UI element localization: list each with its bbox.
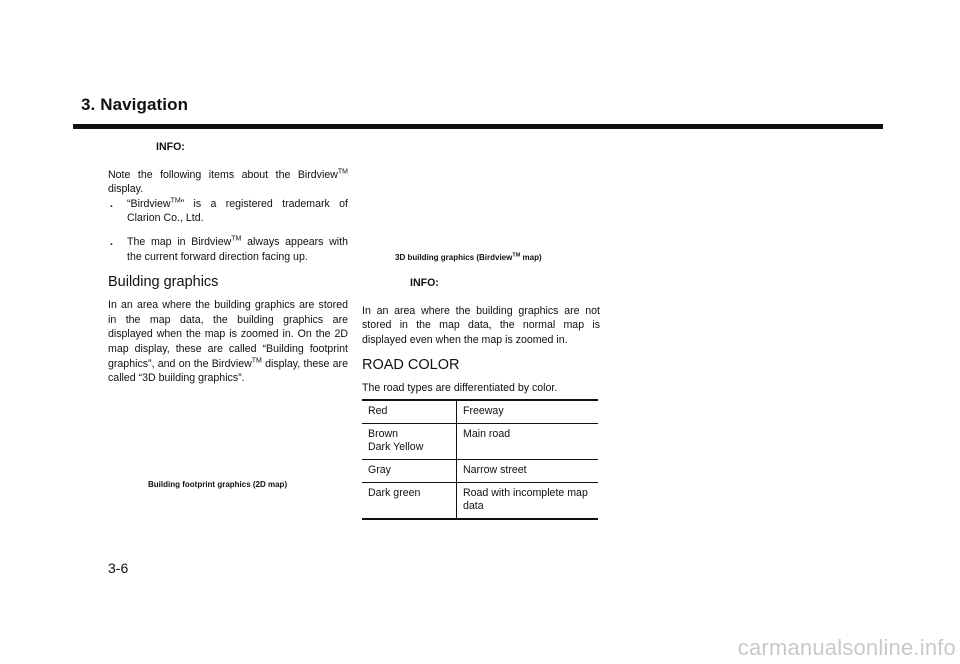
info-label: INFO: (410, 277, 439, 289)
road-color-cell: Red (362, 400, 457, 424)
left-column (108, 140, 348, 386)
road-type-cell: Road with incomplete map data (457, 482, 599, 519)
road-color-table (362, 399, 598, 520)
road-color-cell: Dark green (362, 482, 457, 519)
road-type-cell: Narrow street (457, 459, 599, 482)
info-label: INFO: (156, 141, 185, 153)
section-heading-building-graphics: Building graphics (108, 274, 219, 291)
table-row (362, 482, 598, 519)
trademark-sup: TM (512, 252, 521, 259)
trademark-sup: TM (231, 235, 242, 243)
figure-caption-2d-map: Building footprint graphics (2D map) (148, 480, 288, 489)
table-row (362, 459, 598, 482)
figure-caption-3d-map: 3D building graphics (Birdview™ map) (395, 252, 542, 262)
list-item: . “Birdview™” is a registered trademark of Clarion Co., Ltd. (110, 197, 348, 225)
road-color-intro: The road types are differentiated by color. (362, 382, 558, 395)
right-column (362, 276, 600, 520)
bullet-dot: . (110, 197, 113, 210)
info-text: In an area where the building graphics are not stored in the map data, the normal map is displayed even when the map is zoomed in. (362, 304, 600, 346)
road-color-cell: Brown Dark Yellow (362, 423, 457, 459)
trademark-sup: TM (337, 168, 348, 176)
trademark-sup: TM (170, 197, 181, 205)
page-number: 3-6 (108, 560, 129, 576)
building-graphics-text: In an area where the building graphics are stored in the map data, the building graphics are displayed when the map is zoomed in. On the 2D map display, these are called “Building footprint graphics”, and on the Birdview™ display, these are called “3D building graphics”. (108, 299, 348, 385)
section-heading-road-color: ROAD COLOR (362, 357, 460, 374)
list-item: . The map in Birdview™ always appears with the current forward direction facing up. (110, 235, 348, 263)
info-intro: Note the following items about the Birdview™ display. (108, 168, 348, 196)
road-type-cell: Main road (457, 423, 599, 459)
road-type-cell: Freeway (463, 404, 504, 417)
bullet-dot: . (110, 235, 113, 248)
header-rule (73, 124, 883, 129)
watermark: carmanualsonline.info (737, 635, 956, 660)
road-color-cell: Gray (362, 459, 457, 482)
info-bullet-list (108, 197, 348, 264)
chapter-title: 3. Navigation (81, 95, 189, 114)
table-row (362, 423, 598, 459)
table-row (362, 400, 598, 424)
trademark-sup: TM (251, 357, 262, 364)
